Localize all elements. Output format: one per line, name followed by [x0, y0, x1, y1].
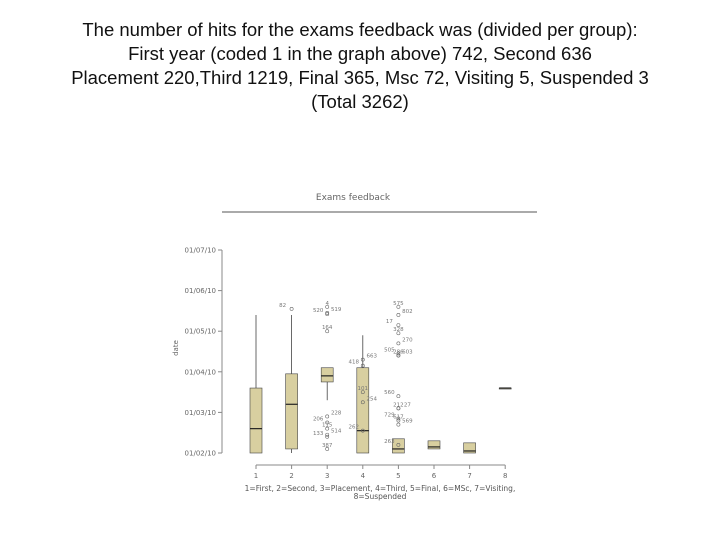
caption-line-3: Placement 220,Third 1219, Final 365, Msc 72, Visiting 5, Suspended 3 — [71, 67, 649, 88]
x-tick-label: 3 — [324, 472, 330, 480]
box-4 — [357, 368, 369, 453]
outlier-point — [397, 423, 400, 426]
outlier-label: 418 — [348, 359, 360, 366]
y-axis-label: date — [172, 340, 180, 356]
outlier-label: 560 — [384, 390, 395, 397]
x-tick-label: 2 — [289, 472, 294, 480]
outlier-point — [397, 395, 400, 398]
x-legend-line-1: 1=First, 2=Second, 3=Placement, 4=Third, 5=Final, 6=MSc, 7=Visiting, — [244, 484, 516, 493]
box-6 — [428, 441, 440, 449]
outlier-label: 164 — [321, 325, 333, 332]
y-tick-label: 01/04/10 — [184, 368, 216, 377]
outlier-label: 206 — [312, 416, 324, 423]
y-tick-label: 01/06/10 — [184, 287, 216, 296]
outlier-point — [397, 313, 400, 316]
outlier-label: 514 — [330, 428, 342, 435]
outlier-label: 17 — [385, 319, 393, 326]
outlier-label: 603 — [402, 349, 413, 356]
box-3 — [321, 368, 333, 382]
outlier-label: 286 — [393, 349, 404, 356]
x-tick-label: 7 — [467, 472, 472, 480]
x-tick-label: 8 — [502, 472, 508, 480]
outlier-point — [397, 342, 400, 345]
outlier-label: 82 — [279, 302, 287, 309]
outlier-label: 505 — [384, 347, 395, 354]
outlier-point — [326, 435, 329, 438]
y-tick-label: 01/07/10 — [184, 246, 216, 255]
outlier-label: 254 — [366, 396, 378, 403]
x-tick-label: 6 — [431, 472, 437, 480]
outlier-label: 729 — [384, 412, 395, 419]
outlier-label: 569 — [402, 418, 413, 425]
x-tick-label: 1 — [253, 472, 259, 480]
outlier-label: 212 — [393, 402, 404, 409]
plot-layer — [185, 247, 512, 481]
y-tick-label: 01/03/10 — [184, 408, 216, 417]
box-2 — [286, 374, 298, 449]
outlier-point — [326, 415, 329, 418]
x-tick-label: 4 — [360, 472, 366, 480]
outlier-point — [397, 324, 400, 327]
outlier-label: 263 — [384, 438, 395, 445]
box-1 — [250, 388, 262, 453]
y-tick-label: 01/02/10 — [184, 449, 216, 458]
outlier-label: 27 — [403, 402, 411, 409]
outlier-label: 328 — [393, 327, 404, 334]
outlier-label: 663 — [366, 353, 378, 360]
outlier-label: 519 — [330, 306, 342, 313]
outlier-label: 4 — [325, 300, 329, 307]
outlier-label: 575 — [393, 300, 404, 307]
outlier-label: 802 — [402, 308, 413, 315]
outlier-label: 387 — [321, 442, 333, 449]
x-legend-line-2: 8=Suspended — [353, 492, 407, 501]
outlier-label: 262 — [348, 424, 360, 431]
outlier-label: 133 — [312, 430, 324, 437]
caption-line-2: First year (coded 1 in the graph above) 742, Second 636 — [128, 43, 592, 64]
caption-line-1: The number of hits for the exams feedback was (divided per group): — [82, 19, 638, 40]
caption-line-4: (Total 3262) — [311, 91, 409, 112]
outlier-point — [290, 307, 293, 310]
outlier-label: 115 — [321, 422, 333, 429]
outlier-label: 270 — [402, 337, 413, 344]
y-tick-label: 01/05/10 — [184, 327, 216, 336]
outlier-label: 101 — [357, 386, 369, 393]
x-tick-label: 5 — [396, 472, 401, 480]
outlier-label: 520 — [312, 308, 324, 315]
outlier-label: 228 — [330, 410, 342, 417]
outlier-label: 617 — [393, 414, 404, 421]
chart-title: Exams feedback — [315, 193, 391, 203]
